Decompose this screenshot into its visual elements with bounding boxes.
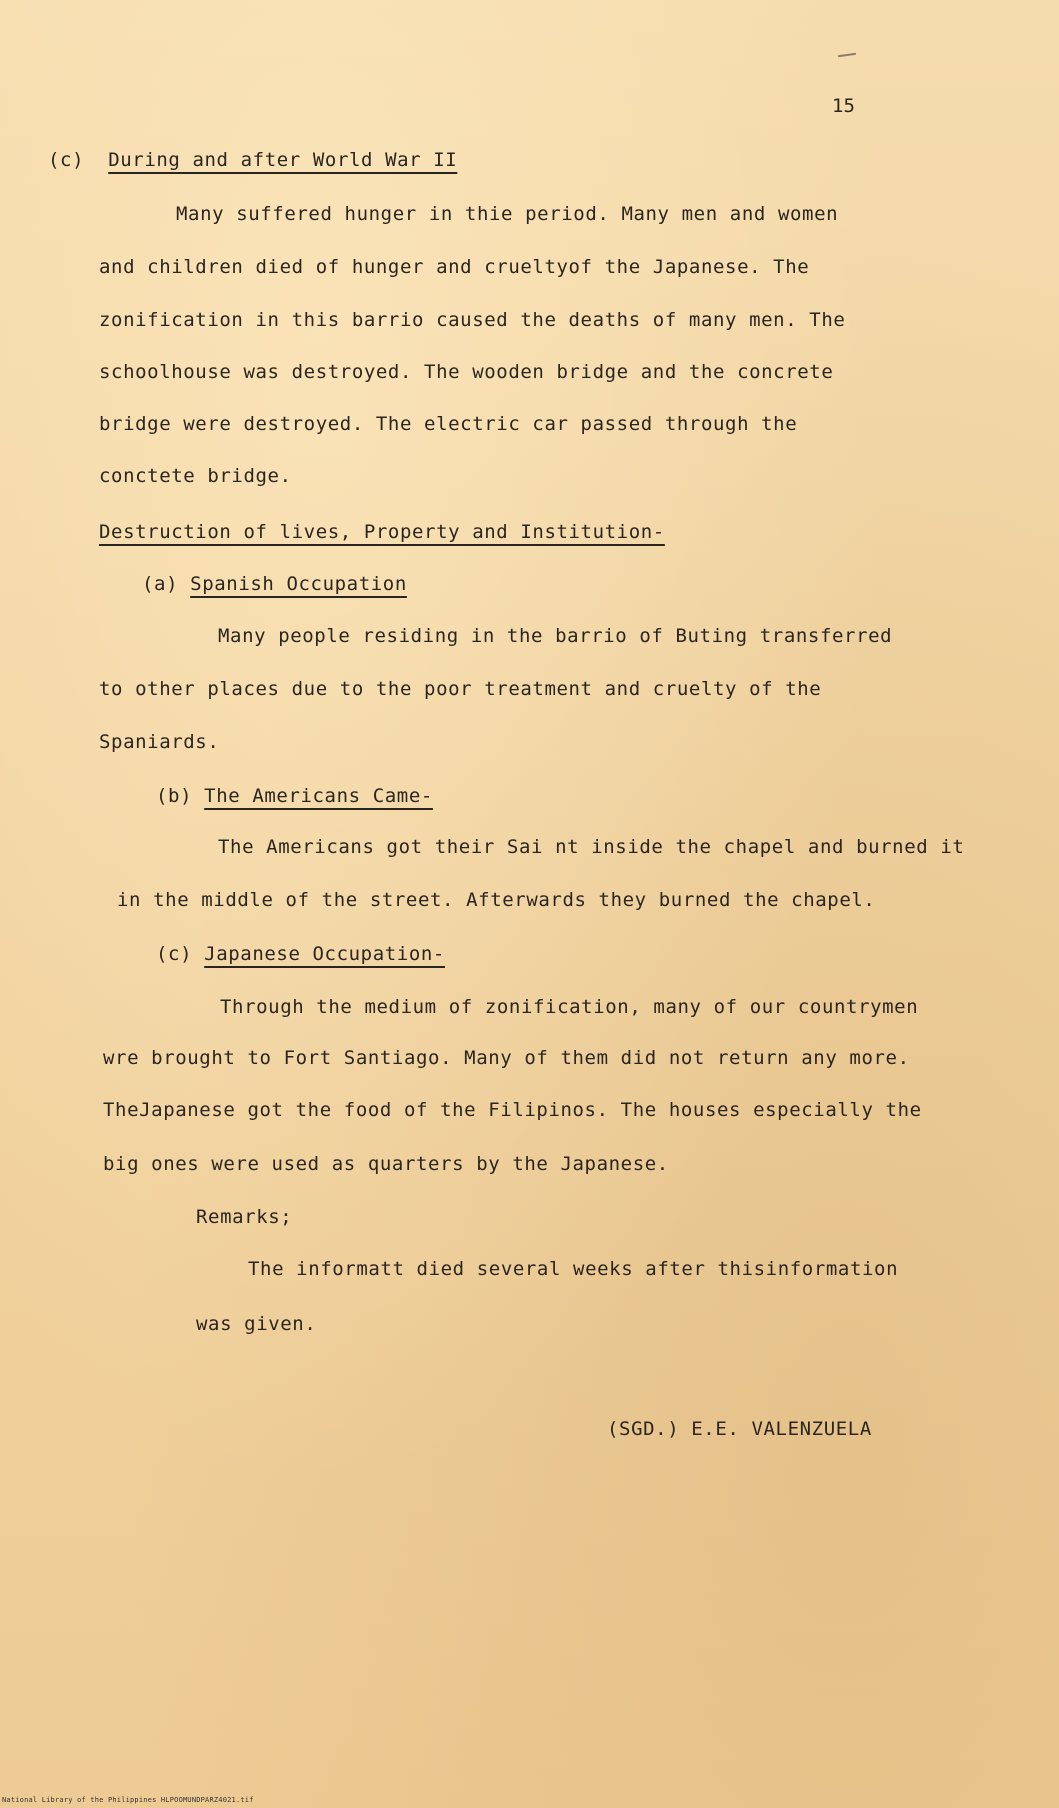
americans-line-2: in the middle of the street. Afterwards they burned the chapel. (117, 889, 876, 911)
para1-line-5: bridge were destroyed. The electric car passed through the (99, 413, 798, 435)
japanese-heading: Japanese Occupation- (204, 943, 445, 965)
para1-line-4: schoolhouse was destroyed. The wooden bridge and the concrete (99, 361, 834, 383)
japanese-heading-row (156, 945, 445, 964)
spanish-line-3: Spaniards. (99, 731, 220, 753)
section-c-heading-row (48, 151, 457, 170)
americans-heading: The Americans Came- (204, 785, 433, 807)
americans-line-1: The Americans got their Sai nt inside the chapel and burned it (218, 836, 965, 858)
spanish-line-1: Many people residing in the barrio of Buting transferred (218, 625, 893, 647)
signature: (SGD.) E.E. VALENZUELA (607, 1418, 872, 1440)
section-c-label: (c) (48, 149, 85, 171)
destruction-heading: Destruction of lives, Property and Institution- (99, 521, 665, 543)
para1-line-2: and children died of hunger and crueltyof the Japanese. The (99, 256, 810, 278)
japanese-line-1: Through the medium of zonification, many of our countrymen (220, 996, 919, 1018)
remarks-label: Remarks; (196, 1206, 293, 1228)
japanese-line-3: TheJapanese got the food of the Filipinos. The houses especially the (103, 1099, 922, 1121)
japanese-line-2: wre brought to Fort Santiago. Many of them did not return any more. (103, 1047, 910, 1069)
americans-heading-row (156, 787, 433, 806)
para1-line-3: zonification in this barrio caused the deaths of many men. The (99, 309, 846, 331)
section-c-heading: During and after World War II (108, 149, 458, 171)
spanish-heading-row (142, 575, 407, 594)
page-number: 15 (832, 95, 855, 117)
pen-mark (838, 53, 856, 57)
spanish-label: (a) (142, 573, 179, 595)
spanish-line-2: to other places due to the poor treatment and cruelty of the (99, 678, 822, 700)
japanese-label: (c) (156, 943, 193, 965)
remarks-line-2: was given. (196, 1313, 317, 1335)
para1-line-6: conctete bridge. (99, 465, 292, 487)
spanish-heading: Spanish Occupation (190, 573, 407, 595)
para1-line-1: Many suffered hunger in thie period. Many men and women (176, 203, 839, 225)
japanese-line-4: big ones were used as quarters by the Japanese. (103, 1153, 669, 1175)
footer-caption: National Library of the Philippines HLPOOMUNDPARZ4021.tif (2, 1796, 254, 1804)
remarks-line-1: The informatt died several weeks after thisinformation (248, 1258, 899, 1280)
americans-label: (b) (156, 785, 193, 807)
